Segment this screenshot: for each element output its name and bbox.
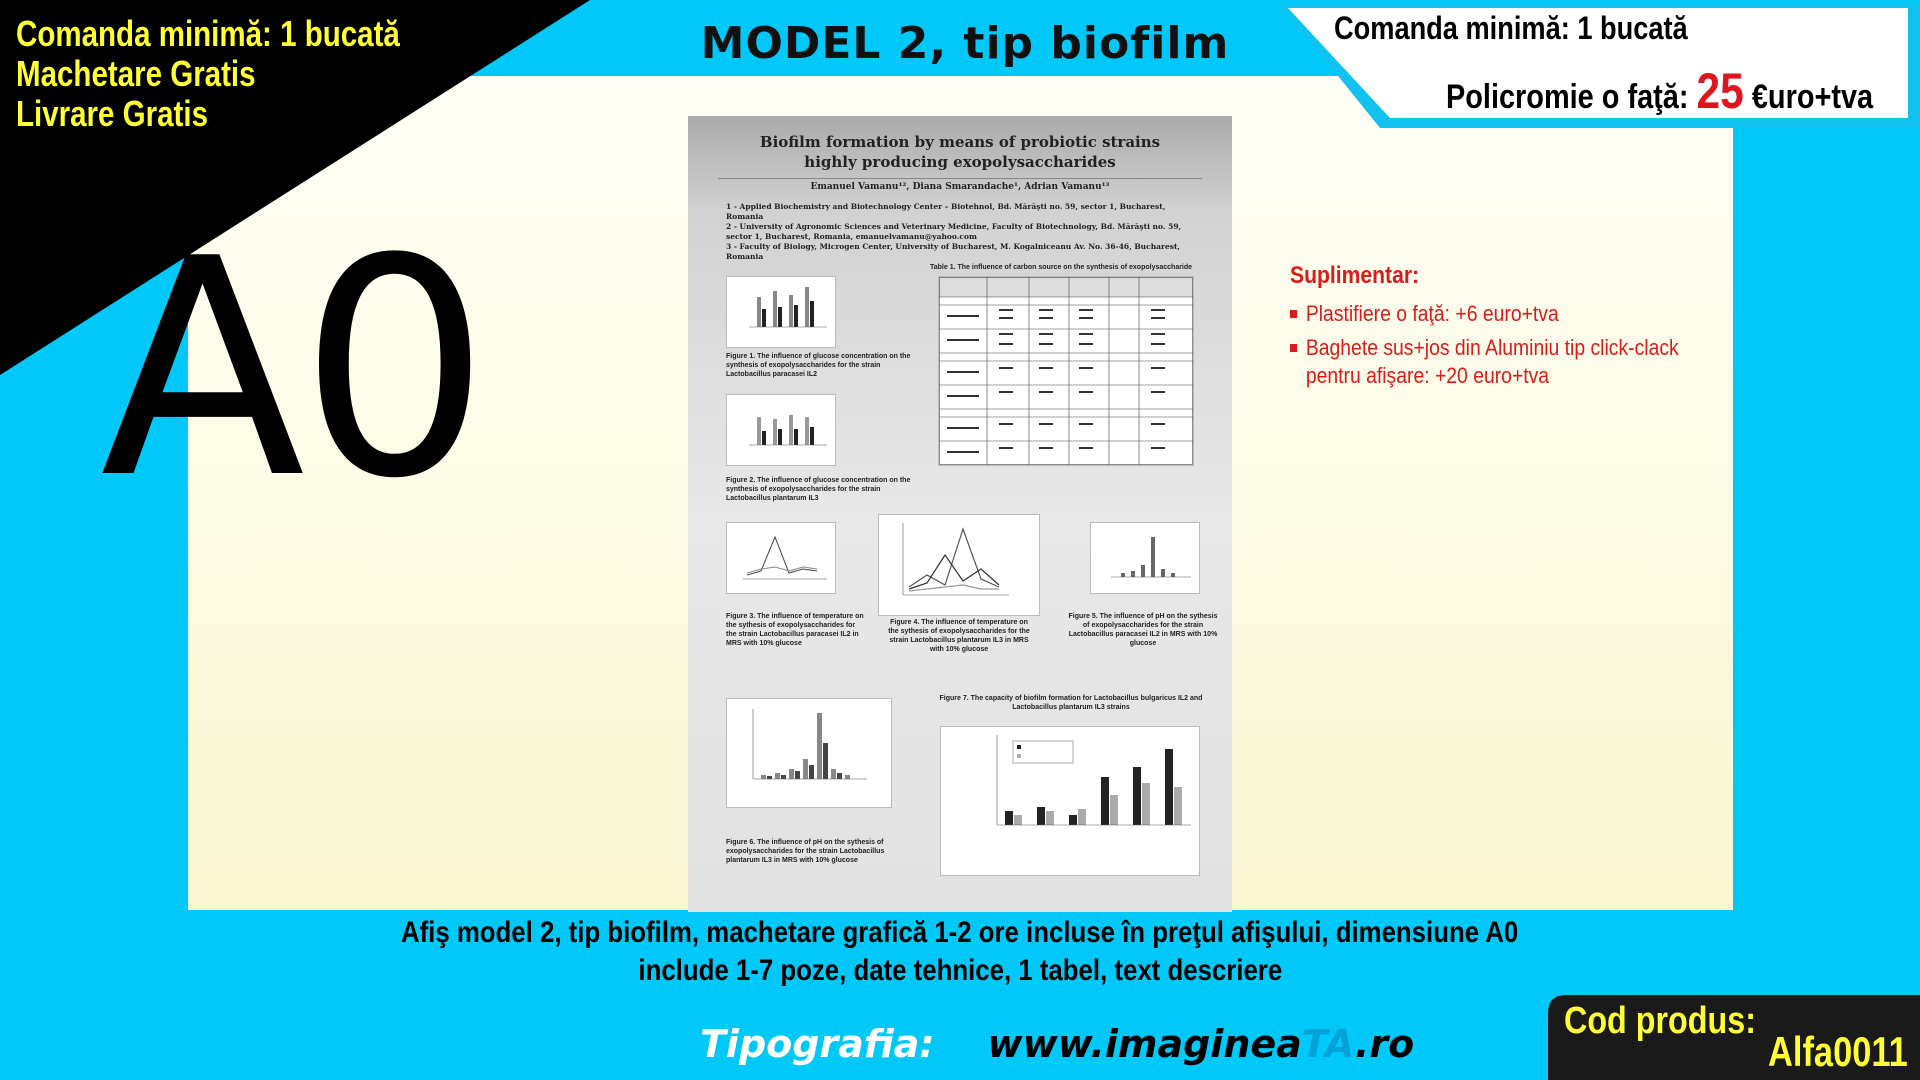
footer-tipografia bbox=[700, 1022, 1414, 1066]
product-code-value: Alfa0011 bbox=[1768, 1028, 1908, 1075]
size-label: A0 bbox=[100, 195, 485, 544]
poster-figure-3 bbox=[726, 522, 836, 594]
table-caption: Table 1. The influence of carbon source on the synthesis of exopolysaccharide bbox=[930, 264, 1193, 271]
supplement-item: Baghete sus+jos din Aluminiu tip click-clack pentru afişare: +20 euro+tva bbox=[1290, 334, 1693, 390]
poster-affiliation: 3 - Faculty of Biology, Microgen Center, University of Bucharest, M. Kogalniceanu Av. No. 36-46, Bucharest, Romania bbox=[726, 242, 1181, 261]
poster-figure-1 bbox=[726, 276, 836, 348]
supplement-section bbox=[1290, 262, 1693, 396]
price-currency: €uro+tva bbox=[1751, 78, 1874, 116]
fig1-caption: Figure 1. The influence of glucose concentration on the synthesis of exopolysaccharides for the strain Lactobacillus paracasei IL2 bbox=[726, 353, 911, 378]
supplement-list bbox=[1290, 300, 1693, 390]
poster-title-line2: highly producing exopolysaccharides bbox=[804, 153, 1116, 171]
price-min-order: Comanda minimă: 1 bucată bbox=[1334, 10, 1688, 46]
fig6-caption: Figure 6. The influence of pH on the sythesis of exopolysaccharides for the strain Lactobacillus plantarum IL3 in MRS with 10% glucose bbox=[726, 839, 885, 864]
product-code-label: Cod produs: bbox=[1564, 1000, 1756, 1042]
tipografia-label: Tipografia: bbox=[700, 1022, 935, 1066]
fig3-caption: Figure 3. The influence of temperature on the sythesis of exopolysaccharides for the strain Lactobacillus paracasei IL2 in MRS with 10% glucose bbox=[726, 613, 864, 647]
fig7-caption: Figure 7. The capacity of biofilm formation for Lactobacillus bulgaricus IL2 and Lactobacillus plantarum IL3 strains bbox=[939, 695, 1203, 711]
corner-delivery-free: Livrare Gratis bbox=[16, 93, 208, 134]
poster-authors: Emanuel Vamanu¹², Diana Smarandache¹, Adrian Vamanu¹³ bbox=[810, 182, 1110, 192]
poster-affiliation: 2 - University of Agronomic Sciences and Veterinary Medicine, Faculty of Biotechnology, Bd. Mărăşti no. 59, sector 1, Bucharest, Romania, emanuelvamanu@yahoo.com bbox=[726, 222, 1182, 241]
description-line1: Afiş model 2, tip biofilm, machetare grafică 1-2 ore incluse în preţul afişului, dimensiune A0 bbox=[401, 916, 1519, 949]
poster-title-line1: Biofilm formation by means of probiotic strains bbox=[759, 133, 1161, 151]
poster-figure-7 bbox=[940, 726, 1200, 876]
poster-figure-2 bbox=[726, 394, 836, 466]
fig2-caption: Figure 2. The influence of glucose concentration on the synthesis of exopolysaccharides for the strain Lactobacillus plantarum IL3 bbox=[726, 477, 911, 502]
description-line2: include 1-7 poze, date tehnice, 1 tabel, text descriere bbox=[638, 954, 1282, 987]
corner-min-order: Comanda minimă: 1 bucată bbox=[16, 13, 400, 54]
poster-figure-6 bbox=[726, 698, 892, 808]
poster-affiliation: 1 - Applied Biochemistry and Biotechnology Center – Biotehnol, Bd. Mărăşti no. 59, sector 1, Bucharest, Romania bbox=[726, 202, 1166, 221]
poster-table bbox=[938, 276, 1194, 466]
fig4-caption: Figure 4. The influence of temperature on the sythesis of exopolysaccharides for the strain Lactobacillus plantarum IL3 in MRS with 10% glucose bbox=[888, 619, 1030, 653]
poster-figure-4 bbox=[878, 514, 1040, 616]
poster-figure-5 bbox=[1090, 522, 1200, 594]
website-link[interactable]: www.imagineaTA.ro bbox=[987, 1022, 1415, 1066]
price-value: 25 bbox=[1696, 63, 1744, 119]
supplement-item: Plastifiere o faţă: +6 euro+tva bbox=[1290, 300, 1693, 328]
fig5-caption: Figure 5. The influence of pH on the sythesis of exopolysaccharides for the strain Lactobacillus paracasei IL2 in MRS with 10% glucose bbox=[1068, 613, 1218, 647]
price-line bbox=[1446, 62, 1873, 120]
supplement-title: Suplimentar: bbox=[1290, 262, 1420, 289]
model-title: MODEL 2, tip biofilm bbox=[700, 18, 1230, 69]
price-label: Policromie o faţă: bbox=[1446, 78, 1689, 116]
corner-layout-free: Machetare Gratis bbox=[16, 53, 256, 94]
poster-preview bbox=[688, 116, 1232, 912]
poster-divider bbox=[718, 178, 1202, 179]
poster-affiliations bbox=[726, 202, 1196, 262]
